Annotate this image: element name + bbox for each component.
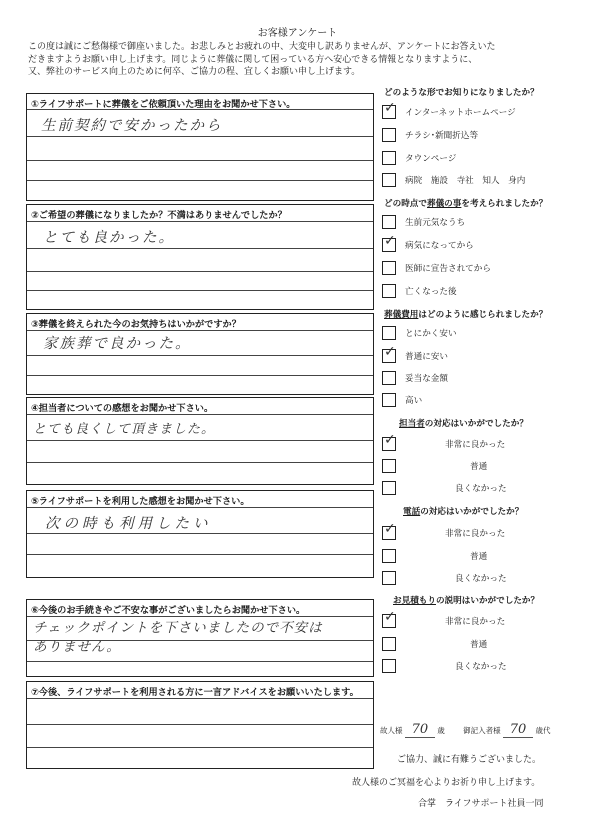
checkbox[interactable] [382, 571, 396, 585]
option-label: 生前元気なうち [405, 218, 466, 228]
checkbox[interactable] [382, 128, 396, 142]
option-label: チラシ･新聞折込等 [405, 131, 479, 141]
deceased-age-label: 故人様 [380, 726, 403, 735]
handwritten-answer: チェックポイントを下さいましたので不安は [33, 620, 323, 636]
checkbox[interactable]: ✓ [382, 526, 396, 540]
prayer-text: 故人様のご冥福を心よりお祈り申し上げます。 [352, 778, 541, 788]
handwritten-answer: 生前契約で安かったから [41, 118, 223, 134]
checkbox[interactable] [382, 284, 396, 298]
option-label: 妥当な金額 [405, 374, 448, 384]
intro-line: 又、弊社のサービス向上のために何卒、ご協力の程、宜しくお願い申し上げます。 [28, 67, 361, 77]
question-label: ⑥今後のお手続きやご不安な事がございましたらお聞かせ下さい。 [31, 605, 306, 616]
checkbox[interactable] [382, 659, 396, 673]
question-box-6 [26, 599, 374, 677]
checkbox[interactable]: ✓ [382, 238, 396, 252]
checkbox[interactable]: ✓ [382, 614, 396, 628]
checkbox[interactable] [382, 481, 396, 495]
intro-line: この度は誠にご愁傷様で御座いました。お悲しみとお疲れの中、大変申し訳ありませんが、アンケートにお答えいた [28, 42, 496, 52]
checkbox[interactable] [382, 326, 396, 340]
handwritten-answer: 次の時も利用したい [45, 516, 212, 532]
thanks-text: ご協力、誠に有難うございました。 [397, 755, 542, 765]
option-label: 良くなかった [455, 662, 507, 672]
right-question: 葬儀費用はどのように感じられましたか？ [384, 310, 548, 320]
age-fields [380, 722, 550, 738]
right-question: どのような形でお知りになりましたか？ [384, 88, 539, 98]
question-label: ④担当者についての感想をお聞かせ下さい。 [31, 403, 214, 414]
question-box-5 [26, 490, 374, 578]
question-box-4 [26, 397, 374, 485]
question-box-2 [26, 204, 374, 310]
question-label: ③葬儀を終えられた今のお気持ちはいかがですか？ [31, 319, 241, 330]
checkbox[interactable]: ✓ [382, 437, 396, 451]
option-label: 高い [405, 396, 423, 406]
checkbox[interactable] [382, 459, 396, 473]
question-label: ⑤ライフサポートを利用した感想をお聞かせ下さい。 [31, 496, 250, 507]
applicant-age-label: 御記入者様 [463, 726, 501, 735]
question-box-1 [26, 93, 374, 201]
intro-text [28, 41, 568, 79]
question-label: ②ご希望の葬儀になりましたか？不満はありませんでしたか？ [31, 210, 287, 221]
option-label: とにかく安い [405, 329, 457, 339]
option-label: 普通 [470, 462, 488, 472]
checkbox[interactable] [382, 151, 396, 165]
signature-text: 合掌 ライフサポート社員一同 [418, 799, 544, 809]
question-label: ①ライフサポートに葬儀をご依頼頂いた理由をお聞かせ下さい。 [31, 99, 296, 110]
right-question: どの時点で葬儀の事を考えられましたか？ [384, 199, 548, 209]
question-box-7 [26, 681, 374, 769]
checkbox[interactable] [382, 637, 396, 651]
checkbox[interactable] [382, 173, 396, 187]
option-label: 非常に良かった [445, 440, 506, 450]
checkbox[interactable] [382, 549, 396, 563]
applicant-age-value[interactable]: 70 [503, 722, 533, 738]
option-label: 病気になってから [405, 241, 474, 251]
question-box-3 [26, 313, 374, 395]
option-label: 良くなかった [455, 574, 507, 584]
applicant-age-unit: 歳代 [535, 726, 551, 735]
right-question: 担当者の対応はいかがでしたか？ [399, 419, 528, 429]
deceased-age-value[interactable]: 70 [405, 722, 435, 738]
checkbox[interactable]: ✓ [382, 105, 396, 119]
question-label: ⑦今後、ライフサポートを利用される方に一言アドバイスをお願いいたします。 [31, 687, 359, 698]
handwritten-answer: とても良かった。 [43, 230, 175, 246]
option-label: 良くなかった [455, 484, 507, 494]
handwritten-answer: 家族葬で良かった。 [43, 336, 192, 352]
option-label: 普通に安い [405, 352, 448, 362]
option-label: 普通 [470, 640, 488, 650]
intro-line: だきますようお願い申し上げます。同じように葬儀に関して困っている方へ安心できる情報となりますように、 [28, 54, 478, 65]
checkbox[interactable] [382, 215, 396, 229]
survey-title: お客様アンケート [257, 28, 338, 39]
right-question: 電話の対応はいかがでしたか？ [403, 507, 524, 517]
handwritten-answer: ありません。 [33, 639, 121, 655]
option-label: 亡くなった後 [405, 287, 457, 297]
checkbox[interactable] [382, 371, 396, 385]
checkbox[interactable]: ✓ [382, 349, 396, 363]
deceased-age-unit: 歳 [437, 726, 445, 735]
option-label: 非常に良かった [445, 617, 506, 627]
option-label: インターネットホームページ [405, 108, 516, 118]
option-label: 普通 [470, 552, 488, 562]
checkbox[interactable] [382, 261, 396, 275]
option-label: タウンページ [405, 154, 457, 164]
option-label: 非常に良かった [445, 529, 506, 539]
option-label: 病院 施設 寺社 知人 身内 [405, 176, 526, 186]
handwritten-answer: とても良くして頂きました。 [33, 422, 216, 437]
checkbox[interactable] [382, 393, 396, 407]
option-label: 医師に宣告されてから [405, 264, 491, 274]
right-question: お見積もりの説明はいかがでしたか？ [393, 596, 540, 606]
